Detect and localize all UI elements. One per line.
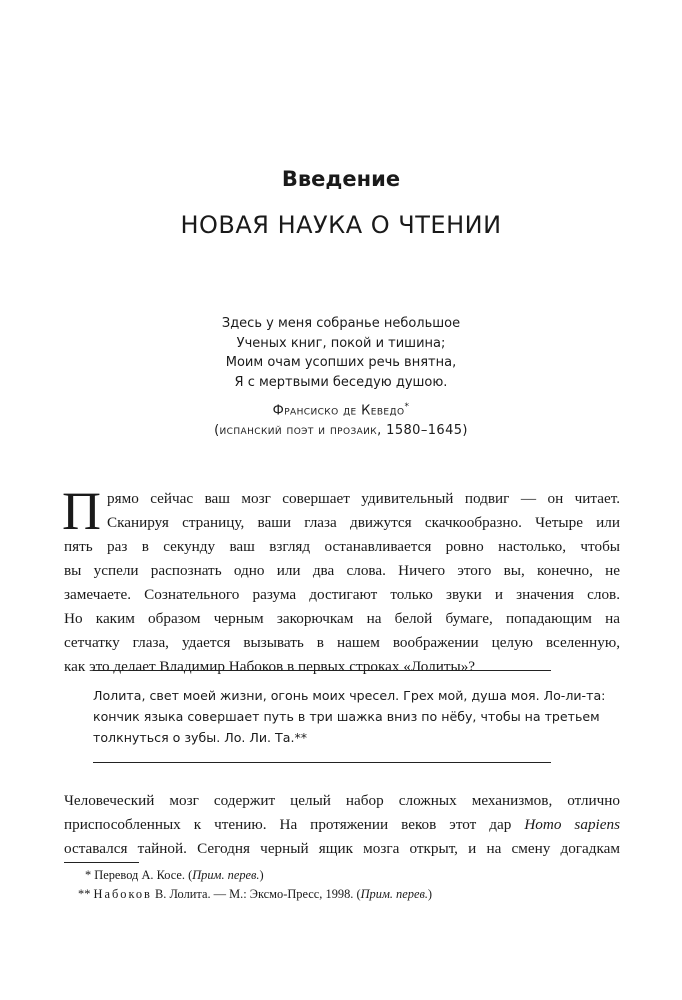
- paragraph-line: сетчатку глаза, удается вызывать в нашем воображении целую вселенную,: [64, 634, 620, 651]
- chapter-label: Введение: [281, 167, 401, 191]
- paragraph-line: [64, 813, 620, 837]
- footnote-2: [64, 885, 620, 904]
- quote-line: Лолита, свет моей жизни, огонь моих чресел. Грех мой, душа моя. Ло-ли-та:: [93, 688, 606, 703]
- epigraph-line: Моим очам усопших речь внятна,: [225, 355, 457, 370]
- body-paragraph-2: [64, 789, 620, 861]
- quote-rule-top: [93, 670, 551, 671]
- paragraph-line: Человеческий мозг содержит целый набор сложных механизмов, отлично: [64, 792, 620, 809]
- block-quote: [93, 685, 606, 748]
- footnote-italic: Прим. перев.: [360, 887, 428, 901]
- drop-cap: П: [62, 481, 101, 541]
- epigraph-author: [0, 398, 682, 421]
- paragraph-line: Но каким образом черным закорючкам на белой бумаге, попадающим на: [64, 610, 620, 627]
- footnote-author: Набоков: [93, 887, 152, 901]
- paragraph-text: приспособленных к чтению. На протяжении веков этот дар: [64, 816, 525, 833]
- paragraph-line: как это делает Владимир Набоков в первых строках «Лолиты»?: [64, 658, 476, 675]
- paragraph-line: Сканируя страницу, ваши глаза движутся скачкообразно. Четыре или: [107, 514, 620, 531]
- paragraph-line: вы успели распознать одно или два слова. Ничего этого вы, конечно, не: [64, 562, 620, 579]
- paragraph-line: оставался тайной. Сегодня черный ящик мозга открыт, и на смену догадкам: [64, 840, 620, 857]
- epigraph-line: Здесь у меня собранье небольшое: [221, 316, 461, 331]
- quote-line: толкнуться о зубы. Ло. Ли. Та.**: [93, 730, 308, 745]
- footnote-text: В. Лолита. — М.: Эксмо-Пресс, 1998. (: [151, 887, 361, 901]
- footnote-text: ): [427, 887, 433, 901]
- quote-rule-bottom: [93, 762, 551, 763]
- footnote-text: **: [78, 887, 94, 901]
- footnote-text: ): [259, 868, 264, 882]
- footnote-text: * Перевод А. Косе. (: [85, 868, 193, 882]
- footnote-italic: Прим. перев.: [192, 868, 260, 882]
- paragraph-line: пять раз в секунду ваш взгляд останавливается ровно настолько, чтобы: [64, 538, 620, 555]
- paragraph-line: рямо сейчас ваш мозг совершает удивительный подвиг — он читает.: [107, 490, 620, 507]
- footnote-marker: *: [404, 402, 410, 412]
- paragraph-line: замечаете. Сознательного разума достигают только звуки и значения слов.: [64, 586, 620, 603]
- chapter-title: НОВАЯ НАУКА О ЧТЕНИИ: [180, 211, 502, 239]
- epigraph-line: Ученых книг, покой и тишина;: [236, 335, 446, 351]
- epigraph-line: Я с мертвыми беседую душою.: [234, 374, 448, 390]
- body-paragraph: [62, 481, 620, 679]
- quote-line: кончик языка совершает путь в три шажка вниз по нёбу, чтобы на третьем: [93, 709, 600, 724]
- footnote-separator: [64, 862, 139, 863]
- footnote-1: [64, 866, 620, 885]
- epigraph: [0, 314, 682, 440]
- epigraph-author-note: (испанский поэт и прозаик, 1580–1645): [214, 422, 468, 438]
- footnotes: [64, 866, 620, 904]
- italic-term: Homo sapiens: [524, 816, 620, 833]
- epigraph-author-name: Франсиско де Кеведо: [272, 403, 405, 419]
